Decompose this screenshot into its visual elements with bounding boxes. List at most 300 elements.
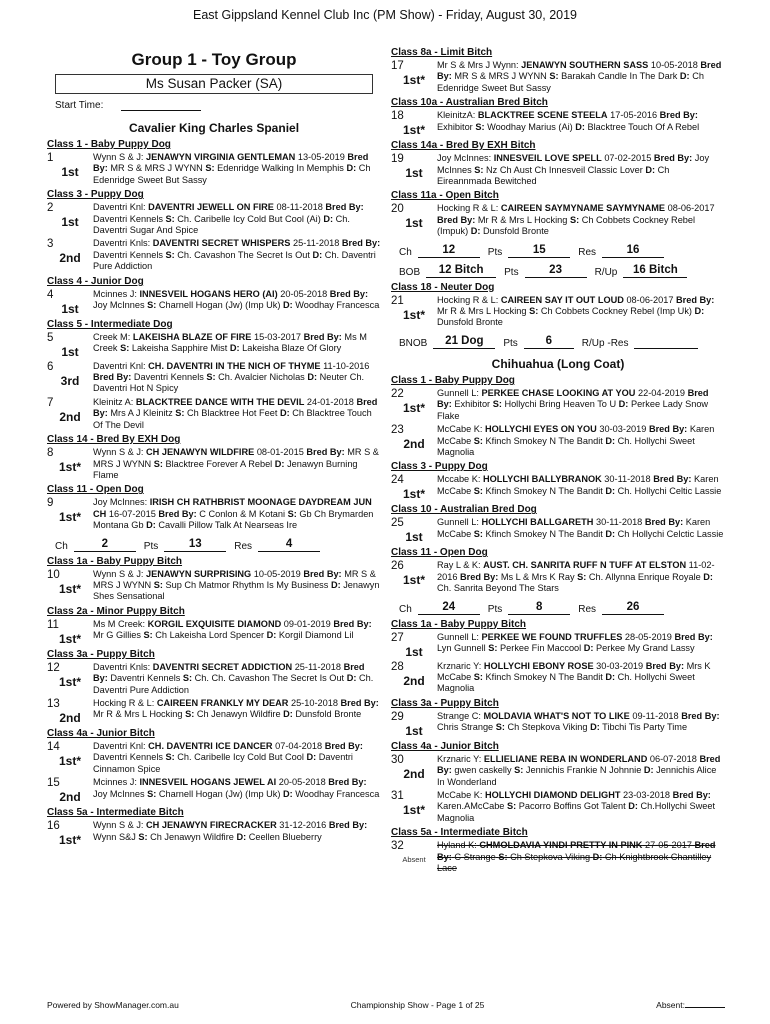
pts-value: 13 bbox=[164, 538, 226, 552]
entry-number: 1 bbox=[47, 152, 54, 164]
entry-row bbox=[391, 661, 725, 695]
entry-placing: 1st* bbox=[58, 674, 81, 689]
entry-placing: 1st bbox=[405, 644, 423, 659]
dog-name: MOLDAVIA WHAT'S NOT TO LIKE bbox=[483, 710, 630, 721]
birth-date: 20-05-2018 bbox=[278, 777, 326, 788]
breeder: C Conlon & M Kotani bbox=[199, 508, 286, 519]
entry-number: 31 bbox=[391, 789, 404, 802]
dam-label: D: bbox=[306, 752, 317, 763]
value-value: 21 Dog bbox=[433, 335, 495, 349]
sire-label: S: bbox=[147, 788, 157, 799]
dam-label: D: bbox=[283, 709, 293, 720]
dam: Ch. Hollychi Sweet Magnolia bbox=[437, 435, 695, 457]
exhibitor: Kleinitz A: bbox=[93, 396, 134, 407]
birth-date: 08-06-2017 bbox=[626, 294, 674, 305]
exhibitor: McCabe K: bbox=[437, 424, 483, 435]
entry-details bbox=[437, 560, 725, 594]
dam: Neuter Ch. Daventri Hot N Spicy bbox=[93, 372, 365, 394]
entry-row bbox=[47, 447, 381, 481]
bred-by-label: Bred By: bbox=[437, 753, 721, 776]
breeder: gwen caskelly bbox=[454, 765, 512, 776]
sire: Kfinch Smokey N The Bandit bbox=[485, 528, 603, 539]
dam-label: D: bbox=[679, 71, 690, 82]
sire: Jennichis Frankie N Johnnie bbox=[525, 765, 642, 776]
entry-number: 22 bbox=[391, 387, 404, 400]
dog-name: INNESVEIL HOGANS JEWEL AI bbox=[139, 777, 277, 788]
entry-details bbox=[437, 840, 725, 874]
bred-by-label: Bred By: bbox=[674, 631, 713, 642]
entry-number: 9 bbox=[47, 497, 54, 510]
dog-name: BLACKTREE SCENE STEELA bbox=[477, 110, 608, 121]
pts-label: Pts bbox=[503, 337, 518, 349]
sire-label: S: bbox=[529, 306, 539, 317]
breeder: Lyn Gunnell bbox=[437, 642, 486, 653]
exhibitor: Daventri Knl: bbox=[93, 202, 146, 213]
birth-date: 30-03-2019 bbox=[599, 424, 647, 435]
dam-label: D: bbox=[307, 372, 318, 383]
entry-row bbox=[47, 698, 381, 725]
birth-date: 09-01-2019 bbox=[283, 618, 331, 629]
dam: Cavalli Pillow Talk At Nearseas Ire bbox=[158, 520, 298, 531]
entry-details bbox=[93, 619, 381, 646]
dam-label: D: bbox=[470, 226, 481, 237]
entry-number: 27 bbox=[391, 631, 404, 644]
dog-name: HOLLYCHI EYES ON YOU bbox=[485, 424, 597, 435]
class-title: Class 3a - Puppy Bitch bbox=[47, 648, 155, 660]
birth-date: 13-05-2019 bbox=[297, 152, 345, 162]
birth-date: 10-05-2019 bbox=[253, 568, 301, 579]
entry-placing: 2nd bbox=[59, 790, 81, 805]
entry-row bbox=[47, 238, 381, 272]
dam: Dunsfold Bronte bbox=[482, 226, 549, 237]
sire: Ch. Avalcier Nicholas bbox=[218, 372, 305, 383]
dam-label: D: bbox=[323, 213, 334, 224]
breeder: Ms M Creek bbox=[93, 331, 367, 354]
bred-by-label: Bred By: bbox=[325, 202, 364, 213]
sire-label: S: bbox=[205, 163, 215, 174]
entry-details bbox=[437, 632, 725, 659]
res-label: Res bbox=[578, 246, 597, 258]
breeder: Mr R & Mrs L Hocking bbox=[477, 214, 568, 225]
sire: Ch Cobbets Cockney Rebel (Impuk) bbox=[437, 214, 696, 237]
entry-number: 2 bbox=[47, 202, 54, 215]
entry-number-place bbox=[47, 777, 93, 804]
class-title: Class 1 - Baby Puppy Dog bbox=[391, 374, 515, 386]
bred-by-label: Bred By: bbox=[653, 153, 693, 164]
pts-value: 8 bbox=[508, 601, 570, 615]
sire-label: S: bbox=[182, 673, 193, 684]
dam: Blacktree Touch Of A Rebel bbox=[587, 121, 700, 132]
sire-label: S: bbox=[206, 372, 216, 383]
entry-details bbox=[93, 741, 381, 775]
dam-label: D: bbox=[694, 306, 705, 317]
entry-number: 21 bbox=[391, 294, 404, 307]
dam: Daventri Cinnamon Spice bbox=[93, 752, 353, 774]
breeder: Daventri Kennels bbox=[93, 213, 163, 224]
bred-by-label: Bred By: bbox=[306, 447, 345, 458]
birth-date: 06-07-2018 bbox=[649, 753, 697, 764]
entry-row bbox=[391, 388, 725, 422]
sire: Pacorro Boffins Got Talent bbox=[518, 801, 626, 812]
dog-name: CH. DAVENTRI ICE DANCER bbox=[148, 740, 273, 751]
pts-label: Pts bbox=[487, 603, 503, 615]
dog-name: JENAWYN VIRGINIA GENTLEMAN bbox=[146, 152, 296, 162]
birth-date: 30-03-2019 bbox=[596, 660, 644, 671]
exhibitor: Ms M Creek: bbox=[93, 618, 146, 629]
dam: Ch Hollychi Celctic Lassie bbox=[617, 528, 724, 539]
breeder: Karen McCabe bbox=[437, 517, 711, 539]
breeder: MR S & MRS J WYNN bbox=[93, 568, 376, 590]
sire-label: S: bbox=[153, 579, 163, 590]
value-value: 12 Bitch bbox=[426, 264, 496, 278]
sire-label: S: bbox=[473, 528, 483, 539]
entry-number-place bbox=[391, 560, 437, 594]
res-value: 16 bbox=[602, 244, 664, 258]
right-column bbox=[391, 44, 725, 876]
bred-by-label: Bred By: bbox=[324, 740, 363, 751]
birth-date: 09-11-2018 bbox=[632, 710, 679, 721]
entry-row bbox=[47, 569, 381, 603]
dam: Ch Blacktree Touch Of The Devil bbox=[93, 408, 372, 430]
entry-number: 14 bbox=[47, 740, 60, 753]
class-title: Class 2a - Minor Puppy Bitch bbox=[47, 605, 185, 617]
exhibitor: Creek M: bbox=[93, 331, 131, 342]
entry-details bbox=[437, 110, 725, 137]
sire: Ch Stepkova Viking bbox=[510, 851, 591, 862]
dog-name: LAKEISHA BLAZE OF FIRE bbox=[132, 331, 252, 342]
ch-label: Ch bbox=[399, 603, 412, 615]
entry-row bbox=[47, 619, 381, 646]
sire: Ch Blacktree Hot Feet bbox=[186, 408, 278, 419]
entry-row bbox=[391, 632, 725, 659]
breeder: Karen.AMcCabe bbox=[437, 801, 505, 812]
dog-name: HOLLYCHI BALLYBRANOK bbox=[482, 474, 602, 485]
entry-number-place bbox=[47, 289, 93, 316]
bred-by-label: Bred By: bbox=[328, 777, 367, 788]
entry-number-place bbox=[391, 424, 437, 458]
breeder: Ms L & Mrs K Ray bbox=[500, 571, 575, 582]
entry-number-place bbox=[391, 517, 437, 544]
birth-date: 15-03-2017 bbox=[254, 331, 301, 342]
dam-label: D: bbox=[229, 343, 240, 354]
best-of-breed-summary bbox=[399, 264, 725, 278]
exhibitor: Mccabe K: bbox=[437, 474, 481, 485]
breeder: C Strange bbox=[454, 851, 496, 862]
dam: Perkee My Grand Lassy bbox=[596, 642, 695, 653]
entry-number: 32 bbox=[391, 840, 404, 853]
dam: Dunsfold Bronte bbox=[437, 317, 503, 328]
right-class-list bbox=[391, 47, 725, 238]
bred-by-label: Bred By: bbox=[341, 238, 381, 249]
entry-number: 5 bbox=[47, 331, 54, 344]
label: BNOB bbox=[399, 337, 428, 349]
entry-placing: 1st bbox=[61, 344, 79, 359]
sire: Blacktree Forever A Rebel bbox=[165, 458, 273, 469]
entry-details bbox=[437, 388, 725, 422]
ch-value: 24 bbox=[418, 601, 480, 615]
dam-label: D: bbox=[605, 435, 616, 446]
entry-details bbox=[93, 361, 381, 395]
bred-by-label: Bred By: bbox=[437, 840, 716, 862]
dam-label: D: bbox=[703, 571, 713, 582]
entry-number: 26 bbox=[391, 560, 404, 573]
dam-label: D: bbox=[346, 673, 357, 684]
sire: Ch Lakeisha Lord Spencer bbox=[155, 630, 265, 641]
sire: Charnell Hogan (Jw) (Imp Uk) bbox=[158, 300, 281, 311]
left-class-list bbox=[47, 139, 381, 532]
class-title: Class 4 - Junior Dog bbox=[47, 275, 144, 287]
entry-row bbox=[47, 820, 381, 847]
entry-number-place bbox=[47, 361, 93, 395]
entry-placing: 1st* bbox=[58, 753, 81, 768]
entry-number: 23 bbox=[391, 424, 404, 437]
entry-row bbox=[391, 711, 725, 738]
dam: Woodhay Francesca bbox=[295, 300, 380, 311]
dam-label: D: bbox=[312, 249, 323, 260]
exhibitor: Ray L & K: bbox=[437, 560, 481, 571]
ch-label: Ch bbox=[399, 246, 412, 258]
entry-row bbox=[47, 152, 381, 186]
breeder: Daventri Kennels bbox=[110, 673, 181, 684]
dam-label: D: bbox=[605, 671, 616, 682]
bred-by-label: Bred By: bbox=[437, 387, 709, 410]
class-title: Class 3a - Puppy Bitch bbox=[391, 697, 499, 709]
entry-row bbox=[47, 662, 381, 696]
dam-label: D: bbox=[605, 485, 616, 496]
sire: Ch. Cavashon The Secret Is Out bbox=[177, 249, 310, 260]
bred-by-label: Bred By: bbox=[158, 508, 197, 519]
sire-label: S: bbox=[475, 121, 485, 132]
dam: Woodhay Francesca bbox=[295, 788, 380, 799]
entry-row bbox=[391, 474, 725, 501]
sire: Ch Cobbets Cockney Rebel (Imp Uk) bbox=[540, 306, 692, 317]
bred-by-label: Bred By: bbox=[460, 571, 499, 582]
entry-details bbox=[437, 295, 725, 329]
breeder: Joy McInnes bbox=[437, 153, 710, 175]
entry-placing: 1st* bbox=[402, 487, 425, 502]
sire-label: S: bbox=[473, 435, 483, 446]
dam-label: D: bbox=[146, 520, 156, 531]
sire-label: S: bbox=[514, 765, 524, 776]
dog-name: DAVENTRI SECRET WHISPERS bbox=[152, 238, 291, 249]
entry-placing: 1st* bbox=[58, 581, 81, 596]
breeder: Mr R & Mrs L Hocking bbox=[437, 306, 527, 317]
entry-details bbox=[93, 820, 381, 847]
entry-number: 12 bbox=[47, 661, 60, 674]
entry-details bbox=[93, 662, 381, 696]
footer-powered-by: Powered by ShowManager.com.au bbox=[47, 1000, 179, 1010]
res-value: 4 bbox=[258, 538, 320, 552]
breeder: MR S & MRS J WYNN bbox=[93, 447, 379, 469]
entry-row bbox=[47, 397, 381, 431]
entry-details bbox=[437, 754, 725, 788]
entry-number: 3 bbox=[47, 238, 54, 251]
dam-label: D: bbox=[590, 722, 600, 733]
entry-details bbox=[93, 569, 381, 603]
sire: Lakeisha Sapphire Mist bbox=[131, 343, 228, 354]
sire: Ch Stepkova Viking bbox=[507, 722, 588, 733]
breeder: Wynn S&J bbox=[93, 831, 136, 842]
sire-label: S: bbox=[147, 300, 157, 311]
class-title: Class 1 - Baby Puppy Dog bbox=[47, 139, 171, 150]
entry-number: 15 bbox=[47, 777, 60, 790]
dam: Ch. Daventri Pure Addiction bbox=[93, 673, 374, 695]
left-column bbox=[47, 44, 381, 849]
bred-by-label: Bred By: bbox=[328, 820, 368, 831]
birth-date: 08-06-2017 bbox=[667, 203, 715, 214]
birth-date: 25-11-2018 bbox=[292, 238, 340, 249]
entry-placing: 1st* bbox=[58, 460, 81, 475]
sire: Charnell Hogan (Jw) (Imp Uk) bbox=[158, 788, 281, 799]
dam-label: D: bbox=[583, 642, 594, 653]
entry-row bbox=[391, 790, 725, 824]
breeder: Joy McInnes bbox=[93, 300, 145, 311]
breed-title: Chihuahua (Long Coat) bbox=[491, 356, 625, 371]
footer-absent: Absent: bbox=[656, 1000, 725, 1010]
bred-by-label: Bred By: bbox=[681, 710, 720, 721]
bred-by-label: Bred By: bbox=[648, 424, 688, 435]
best-neuter-summary bbox=[399, 335, 725, 349]
entry-number-place bbox=[47, 202, 93, 236]
dog-name: KORGIL EXQUISITE DIAMOND bbox=[147, 618, 282, 629]
group-title: Group 1 - Toy Group bbox=[131, 50, 297, 69]
dam: Ch.Hollychi Sweet Magnolia bbox=[437, 801, 716, 823]
birth-date: 23-03-2018 bbox=[623, 789, 671, 800]
entry-number-place bbox=[47, 662, 93, 696]
entry-placing: 1st* bbox=[58, 510, 81, 525]
exhibitor: Gunnell L: bbox=[437, 387, 479, 398]
dog-name: INNESVEIL HOGANS HERO (AI) bbox=[139, 288, 278, 299]
judge-name: Ms Susan Packer (SA) bbox=[55, 74, 373, 94]
ch-label: Ch bbox=[55, 540, 68, 552]
entry-row bbox=[391, 203, 725, 237]
sire-label: S: bbox=[165, 213, 175, 224]
birth-date: 08-11-2018 bbox=[276, 202, 323, 213]
entry-details bbox=[437, 203, 725, 237]
class-title: Class 5 - Intermediate Dog bbox=[47, 318, 173, 330]
entry-row bbox=[47, 332, 381, 359]
sire: Kfinch Smokey N The Bandit bbox=[485, 671, 603, 682]
bred-by-label: Bred By: bbox=[93, 152, 369, 174]
dog-name: CAIREEN SAYMYNAME SAYMYNAME bbox=[500, 203, 666, 214]
dam: Korgil Diamond Lil bbox=[278, 630, 354, 641]
dog-name: CAIREEN SAY IT OUT LOUD bbox=[500, 294, 624, 305]
entry-placing: 1st bbox=[405, 530, 423, 545]
entry-row bbox=[391, 840, 725, 874]
sire-label: S: bbox=[165, 249, 175, 260]
ch-value: 2 bbox=[74, 538, 136, 552]
bred-by-label: Bred By: bbox=[303, 568, 342, 579]
bred-by-label: Bred By: bbox=[340, 697, 379, 708]
dog-name: HOLLYCHI BALLGARETH bbox=[481, 517, 594, 528]
entry-details bbox=[93, 447, 381, 481]
dam: Ch Edenridge Sweet But Sassy bbox=[93, 163, 371, 185]
entry-number: 11 bbox=[47, 618, 59, 631]
class-title: Class 3 - Puppy Dog bbox=[47, 189, 144, 201]
breeder: Karen McCabe bbox=[437, 424, 715, 446]
dam-label: D: bbox=[266, 630, 277, 641]
dam-label: D: bbox=[346, 163, 357, 174]
exhibitor: KleinitzA: bbox=[437, 110, 476, 121]
breeder: Daventri Kennels bbox=[93, 752, 163, 763]
sire-label: S: bbox=[498, 851, 508, 862]
entry-number: 28 bbox=[391, 660, 404, 673]
sire-label: S: bbox=[569, 214, 580, 225]
dam: Dunsfold Bronte bbox=[295, 709, 362, 720]
sire-label: S: bbox=[120, 343, 130, 354]
bred-by-label: Bred By: bbox=[93, 396, 378, 419]
entry-row bbox=[47, 777, 381, 804]
exhibitor: Daventri Knls: bbox=[93, 238, 151, 249]
sire: Ch Jenawyn Wildfire bbox=[196, 709, 281, 720]
exhibitor: Krznaric Y: bbox=[437, 660, 482, 671]
entry-number-place bbox=[391, 153, 437, 187]
dog-name: BLACKTREE DANCE WITH THE DEVIL bbox=[135, 396, 305, 407]
entry-number-place bbox=[47, 447, 93, 481]
sire-label: S: bbox=[185, 709, 195, 720]
res-label: Res bbox=[234, 540, 253, 552]
dog-name: CHMOLDAVIA YINDI PRETTY IN PINK bbox=[479, 840, 643, 851]
entry-placing: 2nd bbox=[403, 766, 425, 781]
dam: Ch Edenridge Sweet But Sassy bbox=[437, 71, 704, 93]
ch-value: 12 bbox=[418, 244, 480, 258]
challenge-summary bbox=[55, 538, 381, 552]
entry-placing: 2nd bbox=[59, 251, 81, 266]
rup-label: R/Up -Res bbox=[581, 337, 629, 349]
entry-number: 20 bbox=[391, 203, 404, 216]
bred-by-label: Bred By: bbox=[653, 474, 692, 485]
entry-number-place bbox=[391, 388, 437, 422]
birth-date: 31-12-2016 bbox=[279, 820, 327, 831]
dam-label: D: bbox=[282, 300, 293, 311]
exhibitor: Strange C: bbox=[437, 710, 481, 721]
entry-placing: 2nd bbox=[403, 437, 425, 452]
entry-placing: 1st* bbox=[402, 573, 425, 588]
exhibitor: McCabe K: bbox=[437, 789, 483, 800]
entry-placing: 1st bbox=[405, 216, 423, 231]
entry-details bbox=[437, 60, 725, 94]
sire: Ch. Allynna Enrique Royale bbox=[588, 571, 701, 582]
class-title: Class 3 - Puppy Dog bbox=[391, 461, 488, 473]
sire: Kfinch Smokey N The Bandit bbox=[485, 435, 603, 446]
entry-details bbox=[437, 153, 725, 187]
entry-number: 8 bbox=[47, 447, 54, 460]
exhibitor: Wynn S & J: bbox=[93, 447, 144, 458]
breeder: Mrs A J Kleinitz bbox=[110, 408, 173, 419]
breeder: Mr R & Mrs L Hocking bbox=[93, 709, 183, 720]
birth-date: 24-01-2018 bbox=[306, 396, 354, 407]
sire-label: S: bbox=[143, 630, 153, 641]
sire: Sup Ch Matmor Rhythm Is My Business bbox=[165, 579, 329, 590]
dog-name: HOLLYCHI EBONY ROSE bbox=[483, 660, 594, 671]
entry-number: 13 bbox=[47, 697, 60, 710]
start-time-row bbox=[55, 100, 381, 111]
dam: Ceellen Blueberry bbox=[248, 831, 322, 842]
entry-number-place bbox=[391, 474, 437, 501]
rup-value bbox=[634, 348, 698, 349]
sire-label: S: bbox=[175, 408, 185, 419]
entry-number: 30 bbox=[391, 753, 404, 766]
sire-label: S: bbox=[474, 164, 484, 175]
exhibitor: Hyland K: bbox=[437, 840, 477, 851]
entry-details bbox=[93, 777, 381, 804]
sire: Kfinch Smokey N The Bandit bbox=[485, 485, 603, 496]
entry-row bbox=[391, 60, 725, 94]
entry-row bbox=[391, 153, 725, 187]
entry-row bbox=[391, 110, 725, 137]
entry-number-place bbox=[47, 397, 93, 431]
dam-label: D: bbox=[592, 851, 603, 862]
